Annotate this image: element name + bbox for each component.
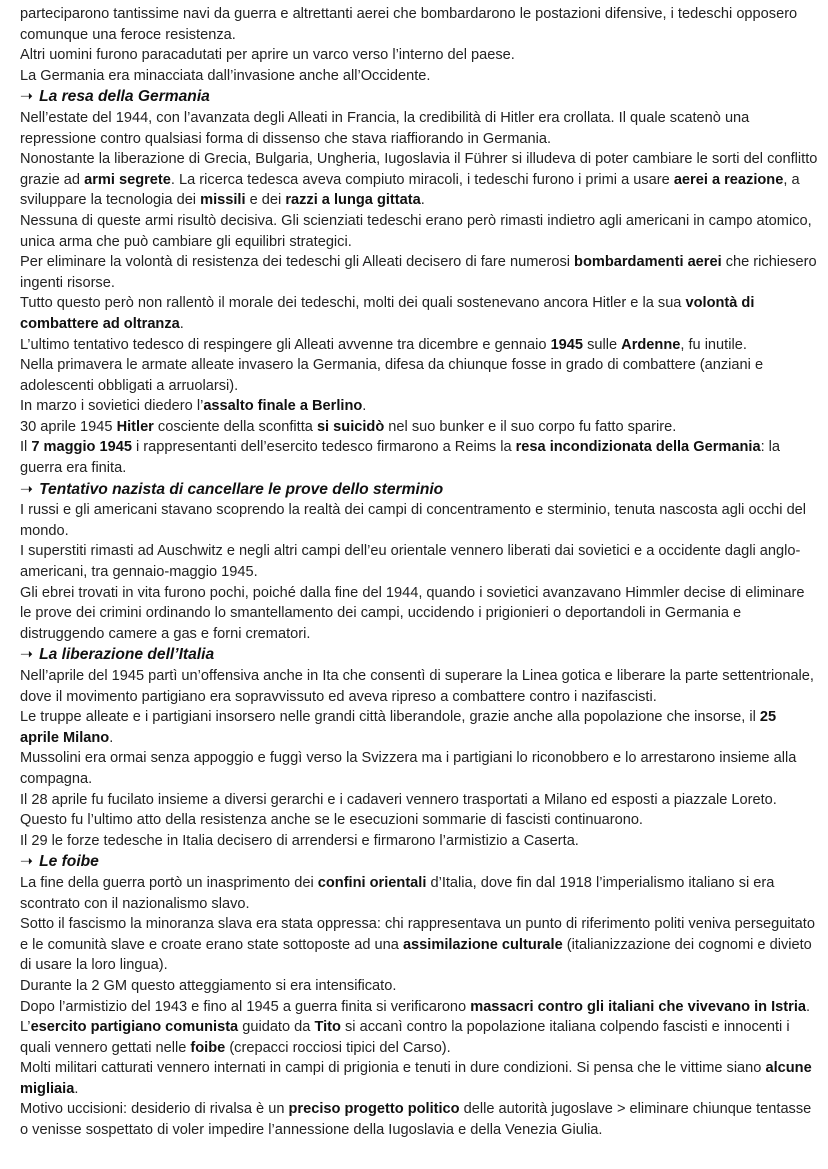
bold-text: missili — [200, 192, 246, 209]
paragraph — [20, 108, 818, 149]
bold-text: Hitler — [116, 418, 154, 435]
paragraph — [20, 4, 818, 45]
text-run: Gli ebrei trovati in vita furono pochi, poiché dalla fine del 1944, quando i sovietici avanzavano Himmler decise di eliminare le prove dei crimini ordinando lo smantellamento dei campi, uccidendo i prigionieri o deportandoli in Germania e distruggendo camere a gas e forni crematori. — [20, 584, 805, 642]
text-run: d’Italia, dove fin dal 1918 l’imperialismo italiano si era scontrato con il nazionalismo slavo. — [20, 874, 775, 912]
bold-text: volontà di combattere ad oltranza — [20, 295, 755, 332]
bold-text: preciso progetto politico — [288, 1101, 460, 1118]
text-run: La fine della guerra portò un inasprimento dei — [20, 874, 318, 891]
paragraph — [20, 66, 818, 87]
section-heading-text: La liberazione dell’Italia — [39, 646, 215, 664]
paragraph — [20, 355, 818, 396]
bold-text: confini orientali — [317, 874, 427, 891]
text-run: guidato da — [238, 1019, 315, 1036]
text-run: si accanì contro la popolazione italiana colpendo fascisti e innocenti i quali vennero gettati nelle — [20, 1019, 790, 1056]
bold-text: massacri contro gli italiani che vivevano in Istria — [470, 998, 807, 1015]
text-run: . — [420, 192, 425, 209]
text-run: Il 29 le forze tedesche in Italia decisero di arrendersi e firmarono l’armistizio a Caserta. — [20, 832, 579, 849]
paragraph — [20, 1099, 818, 1140]
bold-text: 25 aprile Milano — [20, 709, 777, 746]
bold-text: assimilazione culturale — [402, 936, 563, 953]
text-run: 30 aprile 1945 — [20, 418, 117, 435]
text-run: I superstiti rimasti ad Auschwitz e negli altri campi dell’eu orientale vennero liberati dai sovietici e a occidente dagli anglo-americani, tra gennaio-maggio 1945. — [20, 543, 801, 581]
bold-text: armi segrete — [84, 171, 171, 188]
text-run: cosciente della sconfitta — [153, 418, 317, 435]
section-heading — [20, 851, 818, 873]
paragraph — [20, 976, 818, 997]
arrow-right-icon: ➝ — [20, 646, 34, 664]
section-heading — [20, 644, 818, 666]
text-run: Nonostante la liberazione di Grecia, Bulgaria, Ungheria, Iugoslavia il Führer si illudeva di poter cambiare le sorti del conflitto grazie ad — [20, 151, 818, 188]
paragraph — [20, 707, 818, 748]
bold-text: resa incondizionata della Germania — [515, 439, 761, 456]
text-run: Nella primavera le armate alleate invasero la Germania, difesa da chiunque fosse in grado di combattere (anziani e adolescenti obbligati a arruolarsi). — [20, 357, 764, 394]
text-run: La Germania era minacciata dall’invasione anche all’Occidente. — [20, 67, 431, 84]
text-run: . — [806, 998, 811, 1015]
text-run: Durante la 2 GM questo atteggiamento si era intensificato. — [20, 977, 397, 994]
section-heading — [20, 86, 818, 108]
text-run: Per eliminare la volontà di resistenza dei tedeschi gli Alleati decisero di fare numerosi — [20, 254, 575, 271]
text-run: . La ricerca tedesca aveva compiuto miracoli, i tedeschi furono i primi a usare — [170, 171, 674, 188]
text-run: . — [362, 398, 367, 415]
bold-text: foibe — [190, 1039, 226, 1056]
bold-text: Tito — [314, 1019, 341, 1036]
paragraph — [20, 293, 818, 334]
paragraph — [20, 500, 818, 541]
paragraph — [20, 997, 818, 1018]
bold-text: razzi a lunga gittata — [285, 192, 421, 209]
paragraph — [20, 666, 818, 707]
text-run: In marzo i sovietici diedero l’ — [20, 398, 204, 415]
paragraph — [20, 810, 818, 831]
bold-text: Ardenne — [621, 336, 681, 353]
paragraph — [20, 252, 818, 293]
paragraph — [20, 1058, 818, 1099]
text-run: parteciparono tantissime navi da guerra e altrettanti aerei che bombardarono le postazioni difensive, i tedeschi opposero comunque una feroce resistenza. — [20, 6, 798, 43]
text-run: Questo fu l’ultimo atto della resistenza anche se le esecuzioni sommarie di fascisti continuarono. — [20, 812, 643, 829]
text-run: Nell’estate del 1944, con l’avanzata degli Alleati in Francia, la credibilità di Hitler era crollata. Il quale scatenò una repressione contro qualsiasi forma di dissenso che stava riaffiorando in Germania. — [20, 109, 750, 147]
arrow-right-icon: ➝ — [20, 853, 34, 871]
bold-text: si suicidò — [316, 418, 385, 435]
paragraph — [20, 437, 818, 478]
text-run: che richiesero ingenti risorse. — [20, 254, 817, 291]
text-run: Molti militari catturati vennero internati in campi di prigionia e tenuti in dure condizioni. Si pensa che le vittime siano — [20, 1060, 766, 1077]
paragraph — [20, 211, 818, 252]
text-run: , fu inutile. — [680, 336, 747, 353]
bold-text: bombardamenti aerei — [574, 254, 722, 271]
bold-text: esercito partigiano comunista — [30, 1019, 239, 1036]
paragraph — [20, 831, 818, 852]
text-run: (crepacci rocciosi tipici del Carso). — [225, 1039, 451, 1056]
bold-text: 1945 — [550, 336, 584, 353]
text-run: Nell’aprile del 1945 partì un’offensiva anche in Ita che consentì di superare la Linea gotica e liberare la parte settentrionale, dove il movimento partigiano era sopravvissuto ed aveva ripreso a combattere contro i nazifascisti. — [20, 668, 814, 705]
paragraph — [20, 541, 818, 582]
text-run: Le truppe alleate e i partigiani insorsero nelle grandi città liberandole, grazie anche alla popolazione che insorse, il — [20, 709, 760, 726]
bold-text: alcune migliaia — [20, 1060, 812, 1097]
text-run: : la guerra era finita. — [20, 439, 781, 477]
text-run: . — [109, 729, 114, 746]
paragraph — [20, 914, 818, 976]
text-run: , a sviluppare la tecnologia dei — [20, 171, 800, 209]
text-run: e dei — [245, 192, 286, 209]
text-run: Altri uomini furono paracadutati per aprire un varco verso l’interno del paese. — [20, 47, 515, 64]
section-heading — [20, 479, 818, 501]
bold-text: assalto finale a Berlino — [203, 398, 363, 415]
text-run: Tutto questo però non rallentò il morale dei tedeschi, molti dei quali sostenevano ancora Hitler e la sua — [20, 295, 686, 312]
paragraph — [20, 335, 818, 356]
text-run: (italianizzazione dei cognomi e divieto di usare la loro lingua). — [20, 936, 812, 974]
paragraph — [20, 1017, 818, 1058]
arrow-right-icon: ➝ — [20, 88, 34, 106]
text-run: Il — [20, 439, 32, 456]
text-run: Il 28 aprile fu fucilato insieme a diversi gerarchi e i cadaveri vennero trasportati a Milano ed esposti a piazzale Loreto. — [20, 791, 777, 808]
section-heading-text: Tentativo nazista di cancellare le prove dello sterminio — [39, 480, 444, 498]
paragraph — [20, 790, 818, 811]
text-run: . — [179, 315, 184, 332]
text-run: Sotto il fascismo la minoranza slava era stata oppressa: chi rappresentava un punto di riferimento politi veniva perseguitato e le comunità slave e croate erano state sottoposte ad una — [20, 916, 815, 953]
paragraph — [20, 45, 818, 66]
text-run: I russi e gli americani stavano scoprendo la realtà dei campi di concentramento e sterminio, tenuta nascosta agli occhi del mondo. — [20, 502, 807, 539]
paragraph — [20, 873, 818, 914]
text-run: Dopo l’armistizio del 1943 e fino al 1945 a guerra finita si verificarono — [20, 998, 471, 1015]
text-run: L’ultimo tentativo tedesco di respingere gli Alleati avvenne tra dicembre e gennaio — [20, 336, 551, 353]
bold-text: aerei a reazione — [673, 171, 784, 188]
arrow-right-icon: ➝ — [20, 480, 34, 498]
bold-text: 7 maggio 1945 — [31, 439, 132, 456]
text-run: Nessuna di queste armi risultò decisiva. Gli scienziati tedeschi erano però rimasti indietro agli americani in campo atomico, unica arma che può cambiare gli equilibri strategici. — [20, 212, 812, 250]
text-run: L’ — [20, 1019, 31, 1036]
text-run: nel suo bunker e il suo corpo fu fatto sparire. — [384, 418, 677, 435]
paragraph — [20, 583, 818, 645]
section-heading-text: La resa della Germania — [39, 88, 210, 106]
text-run: i rappresentanti dell’esercito tedesco firmarono a Reims la — [131, 439, 516, 456]
paragraph — [20, 396, 818, 417]
text-run: delle autorità jugoslave > eliminare chiunque tentasse o venisse sospettato di voler impedire l’annessione della Iugoslavia e della Venezia Giulia. — [20, 1101, 812, 1139]
paragraph — [20, 748, 818, 789]
text-run: Motivo uccisioni: desiderio di rivalsa è un — [20, 1101, 289, 1118]
text-run: . — [74, 1080, 79, 1097]
paragraph — [20, 417, 818, 438]
section-heading-text: Le foibe — [39, 853, 99, 871]
paragraph — [20, 149, 818, 211]
text-run: Mussolini era ormai senza appoggio e fuggì verso la Svizzera ma i partigiani lo riconobbero e lo arrestarono insieme alla compagna. — [20, 750, 797, 787]
text-run: sulle — [583, 336, 622, 353]
